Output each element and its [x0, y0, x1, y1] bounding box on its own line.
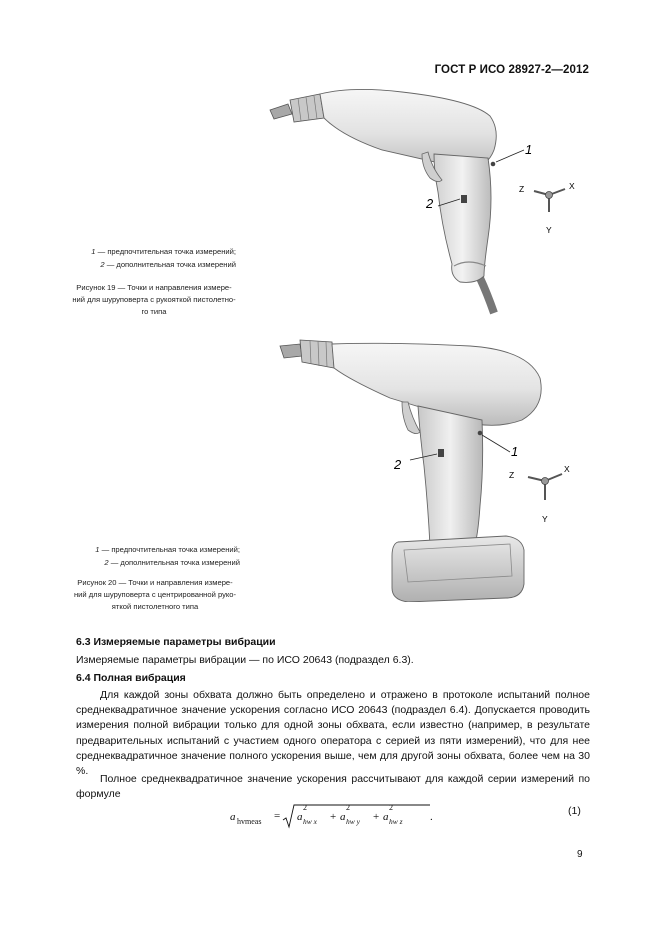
standard-header: ГОСТ Р ИСО 28927-2—2012: [434, 64, 589, 76]
figure-19-drawing: [262, 88, 602, 320]
section-6-3-text: Измеряемые параметры вибрации — по ИСО 20643 (подраздел 6.3).: [76, 654, 414, 666]
measurement-point-1: [491, 162, 496, 167]
axis-y-label: Y: [546, 225, 552, 235]
measurement-point-2: [438, 449, 444, 457]
callout-2: 2: [394, 457, 402, 472]
screwdriver-bit: [280, 344, 302, 358]
measurement-point-1: [478, 431, 483, 436]
figure-20-caption: Рисунок 20 — Точки и направления измере- ний для шуруповерта с центрированной руко- яткой пистолетного типа: [73, 578, 237, 611]
callout-1: 1: [525, 142, 533, 157]
figure-20-legend: [40, 543, 240, 569]
legend-item: 2 — дополнительная точка измерений: [104, 558, 240, 567]
legend-item: 1 — предпочтительная точка измерений;: [91, 247, 236, 256]
axis-z-label: Z: [509, 470, 515, 480]
legend-item: 2 — дополнительная точка измерений: [100, 260, 236, 269]
figure-20-drawing: [270, 336, 600, 602]
section-6-4-paragraph-2: Полное среднеквадратичное значение ускорения рассчитывают для каждой серии измерений по формуле: [76, 773, 590, 801]
section-6-3-heading: 6.3 Измеряемые параметры вибрации: [76, 636, 276, 648]
axis-y-label: Y: [542, 514, 548, 524]
figure-19-caption: Рисунок 19 — Точки и направления измере- ний для шуруповерта с рукояткой пистолетно- го типа: [72, 283, 236, 316]
axis-triad-icon: [519, 181, 575, 235]
axis-z-label: Z: [519, 184, 525, 194]
axis-x-label: X: [569, 181, 575, 191]
screwdriver-bit: [270, 104, 292, 119]
formula-number: (1): [568, 805, 581, 817]
section-6-4-heading: 6.4 Полная вибрация: [76, 672, 186, 684]
page-number: 9: [577, 849, 583, 860]
measurement-point-2: [461, 195, 467, 203]
figure-19-legend: [40, 245, 236, 271]
axis-x-label: X: [564, 464, 570, 474]
callout-1: 1: [511, 444, 519, 459]
axis-triad-icon: [509, 464, 570, 524]
callout-2: 2: [426, 196, 434, 211]
formula-1: a hvmeas = a 2 hw x + a 2 hw y + a 2 hw z .: [230, 803, 460, 833]
section-6-4-paragraph-1: Для каждой зоны обхвата должно быть определено и отражено в протоколе испытаний полное среднеквадратичное значение ускорения согласно ИСО 20643 (подраздел 6.4). Допускается проводить измерения полной вибрации только для одной зоны обхвата, если известно (например, в результате предварительных испытаний с участием одного оператора с серией из пяти измерений), что для нее среднеквадратичное значение полного ускорения выше, чем для другой зоны обхвата, более чем на 30 %.: [76, 689, 590, 778]
legend-item: 1 — предпочтительная точка измерений;: [95, 545, 240, 554]
